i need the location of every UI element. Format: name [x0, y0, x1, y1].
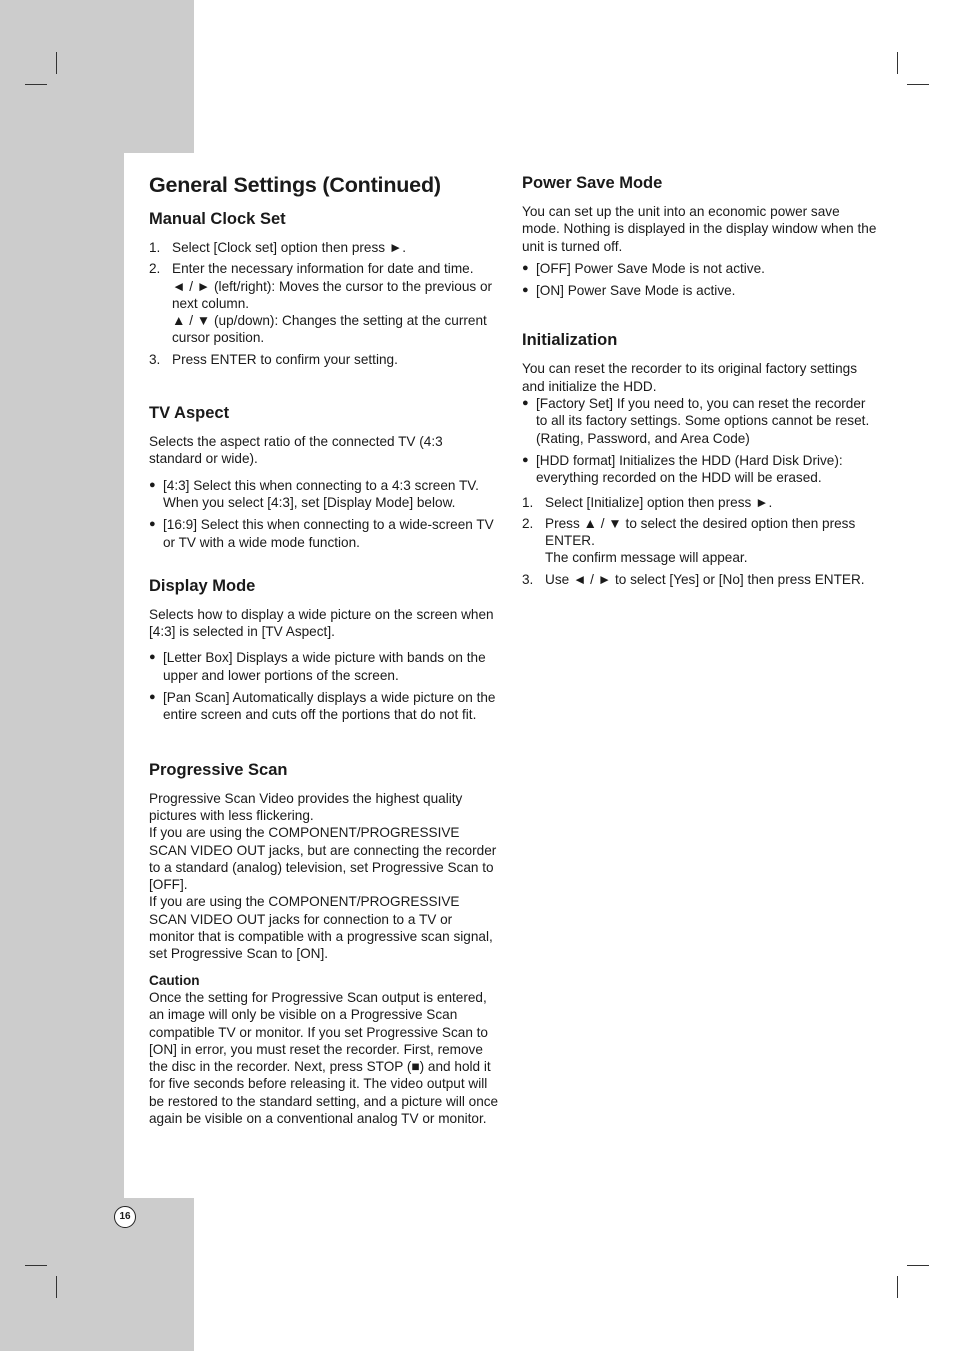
list-item: 1. Select [Initialize] option then press ►.	[522, 494, 773, 510]
page-number: 16	[114, 1206, 136, 1228]
crop-mark	[56, 1276, 57, 1298]
display-mode-bullets	[149, 649, 499, 723]
list-item: ● [OFF] Power Save Mode is not active.	[522, 260, 765, 276]
initialization-bullets	[522, 395, 877, 486]
tv-aspect-heading: TV Aspect	[149, 404, 230, 423]
tv-aspect-bullets	[149, 477, 499, 551]
list-item: ● [Pan Scan] Automatically displays a wide picture on the entire screen and cuts off the portions that do not fit.	[149, 690, 496, 723]
power-save-intro: You can set up the unit into an economic power save mode. Nothing is displayed in the display window when the unit is turned off.	[522, 204, 877, 254]
progressive-p3: If you are using the COMPONENT/PROGRESSIVE SCAN VIDEO OUT jacks for connection to a TV or monitor that is compatible with a progressive scan signal, set Progressive Scan to [ON].	[149, 894, 493, 962]
manual-clock-steps	[149, 239, 499, 368]
initialization-intro: You can reset the recorder to its original factory settings and initialize the HDD.	[522, 361, 857, 394]
progressive-p1: Progressive Scan Video provides the highest quality pictures with less flickering.	[149, 790, 463, 823]
power-save-bullets	[522, 260, 877, 300]
crop-mark	[897, 52, 898, 74]
crop-mark	[897, 1276, 898, 1298]
list-item: ● [16:9] Select this when connecting to a wide-screen TV or TV with a wide mode function.	[149, 517, 494, 550]
list-item: ● [Factory Set] If you need to, you can reset the recorder to all its factory settings. Some options cannot be reset. (Rating, Password, and Area Code)	[522, 396, 870, 446]
list-item: 3. Press ENTER to confirm your setting.	[149, 351, 398, 367]
crop-mark	[907, 84, 929, 85]
caution-text: Once the setting for Progressive Scan output is entered, an image will only be visible on a Progressive Scan compatible TV or monitor. If you set Progressive Scan to [ON] in error, you must reset the recorder. First, remove the disc in the recorder. Next, press STOP (■) and hold it for five seconds before releasing it. The video output will be restored to the standard setting, and a picture will once again be visible on a conventional analog TV or monitor.	[149, 989, 499, 1126]
list-item: 3. Use ◄ / ► to select [Yes] or [No] then press ENTER.	[522, 571, 865, 587]
margin-band-top	[0, 0, 194, 153]
progressive-scan-heading: Progressive Scan	[149, 760, 288, 779]
power-save-heading: Power Save Mode	[522, 174, 663, 192]
list-item: 2. Enter the necessary information for date and time. ◄ / ► (left/right): Moves the cursor to the previous or next column. ▲ / ▼ (up/down): Changes the setting at the current cursor position.	[149, 261, 493, 346]
list-item: ● [4:3] Select this when connecting to a 4:3 screen TV. When you select [4:3], set [Display Mode] below.	[149, 477, 479, 510]
crop-mark	[25, 84, 47, 85]
display-mode-heading: Display Mode	[149, 576, 256, 595]
right-column	[522, 174, 877, 592]
crop-mark	[907, 1265, 929, 1266]
display-mode-intro: Selects how to display a wide picture on the screen when [4:3] is selected in [TV Aspect].	[149, 606, 494, 640]
initialization-steps	[522, 494, 877, 588]
progressive-p2: If you are using the COMPONENT/PROGRESSIVE SCAN VIDEO OUT jacks, but are connecting the recorder to a standard (analog) television, set Progressive Scan to [OFF].	[149, 825, 497, 893]
initialization-heading: Initialization	[522, 331, 618, 350]
crop-mark	[56, 52, 57, 74]
list-item: ● [Letter Box] Displays a wide picture with bands on the upper and lower portions of the screen.	[149, 650, 486, 683]
manual-clock-heading: Manual Clock Set	[149, 210, 286, 228]
list-item: 2. Press ▲ / ▼ to select the desired option then press ENTER. The confirm message will appear.	[522, 515, 856, 566]
list-item: ● [ON] Power Save Mode is active.	[522, 283, 736, 299]
caution-title: Caution	[149, 972, 200, 988]
list-item: 1. Select [Clock set] option then press ►.	[149, 240, 407, 255]
page-title: General Settings (Continued)	[149, 173, 441, 197]
crop-mark	[25, 1265, 47, 1266]
list-item: ● [HDD format] Initializes the HDD (Hard Disk Drive): everything recorded on the HDD will be erased.	[522, 452, 843, 486]
tv-aspect-intro: Selects the aspect ratio of the connected TV (4:3 standard or wide).	[149, 434, 443, 467]
margin-band-bottom	[0, 1198, 194, 1351]
left-column	[149, 170, 499, 1127]
margin-band-side	[0, 153, 124, 1198]
